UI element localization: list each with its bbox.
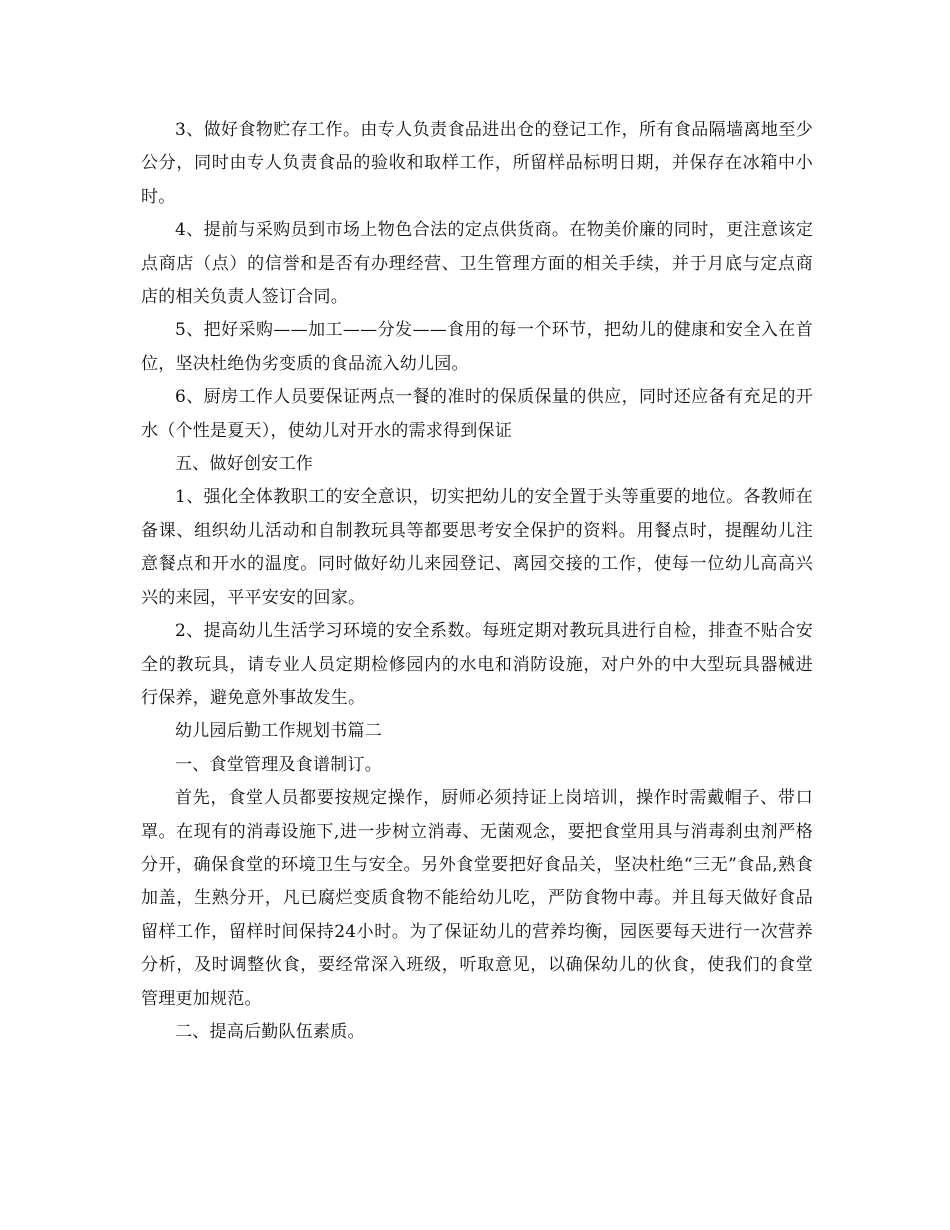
paragraph-supplier: 4、提前与采购员到市场上物色合法的定点供货商。在物美价廉的同时，更注意该定点商店（点）的信誉和是否有办理经营、卫生管理方面的相关手续，并于月底与定点商店的相关负责人签订合同。: [141, 220, 813, 308]
paragraph-safety-awareness: 1、强化全体教职工的安全意识，切实把幼儿的安全置于头等重要的地位。各教师在备课、组织幼儿活动和自制教玩具等都要思考安全保护的资料。用餐点时，提醒幼儿注意餐点和开水的温度。同时做好幼儿来园登记、离园交接的工作，使每一位幼儿高高兴兴的来园，平平安安的回家。: [141, 487, 813, 608]
section-heading-staff-quality: 二、提高后勤队伍素质。: [175, 1021, 365, 1042]
paragraph-environment-safety: 2、提高幼儿生活学习环境的安全系数。每班定期对教玩具进行自检，排查不贴合安全的教玩具，请专业人员定期检修园内的水电和消防设施，对户外的中大型玩具器械进行保养，避免意外事故发生。: [141, 621, 813, 708]
section-heading-canteen: 一、食堂管理及食谱制订。: [175, 754, 382, 775]
paragraph-kitchen-staff: 6、厨房工作人员要保证两点一餐的准时的保质保量的供应，同时还应备有充足的开水（个性是夏天），使幼儿对开水的需求得到保证: [141, 387, 813, 441]
section-heading-safety: 五、做好创安工作: [175, 454, 313, 475]
paragraph-procurement-chain: 5、把好采购——加工——分发——食用的每一个环节，把幼儿的健康和安全入在首位，坚决杜绝伪劣变质的食品流入幼儿园。: [141, 320, 813, 374]
document-body: [141, 114, 813, 1049]
article-title-part-two: 幼儿园后勤工作规划书篇二: [175, 721, 382, 742]
paragraph-food-storage: 3、做好食物贮存工作。由专人负责食品进出仓的登记工作，所有食品隔墙离地至少公分，同时由专人负责食品的验收和取样工作，所留样品标明日期，并保存在冰箱中小时。: [141, 120, 813, 207]
paragraph-canteen-management: 首先，食堂人员都要按规定操作，厨师必须持证上岗培训，操作时需戴帽子、带口罩。在现有的消毒设施下,进一步树立消毒、无菌观念，要把食堂用具与消毒刹虫剂严格分开，确保食堂的环境卫生与安全。另外食堂要把好食品关，坚决杜绝“三无”食品,熟食加盖，生熟分开，凡已腐烂变质食物不能给幼儿吃，严防食物中毒。并且每天做好食品留样工作，留样时间保持24小时。为了保证幼儿的营养均衡，园医要每天进行一次营养分析，及时调整伙食，要经常深入班级，听取意见，以确保幼儿的伙食，使我们的食堂管理更加规范。: [141, 788, 813, 1009]
